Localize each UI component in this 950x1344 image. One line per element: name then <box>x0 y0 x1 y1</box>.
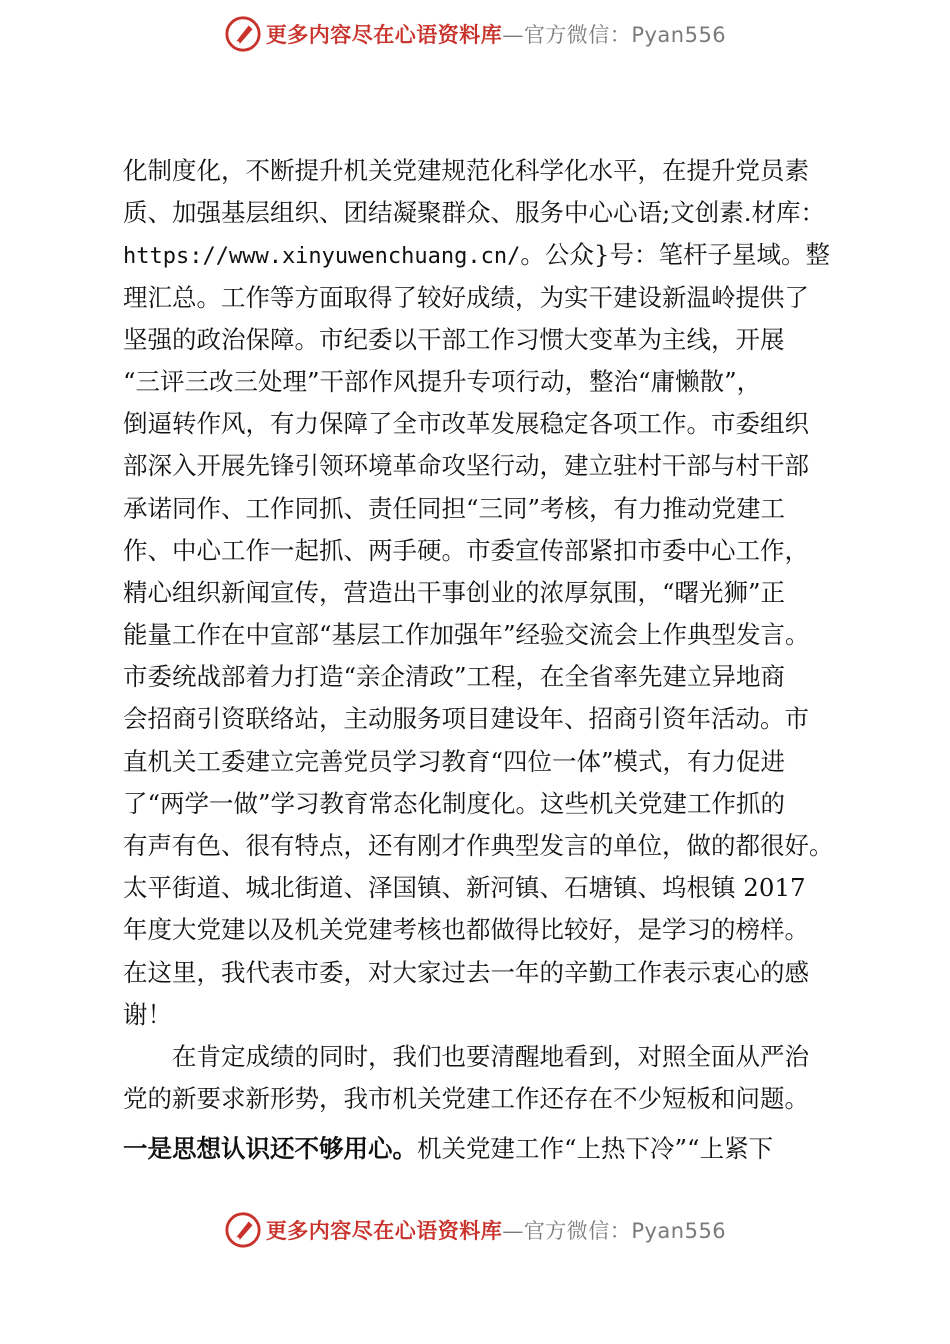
text-line: 作、中心工作一起抓、两手硬。市委宣传部紧扣市委中心工作， <box>123 535 809 565</box>
text-line: 质、加强基层组织、团结凝聚群众、服务中心心语;文创素.材库： <box>123 198 826 228</box>
watermark-dash: — <box>502 1219 524 1243</box>
text-line: 了“两学一做”学习教育常态化制度化。这些机关党建工作抓的 <box>123 788 786 818</box>
text-line: 谢！ <box>123 999 172 1029</box>
text-line: 市委统战部着力打造“亲企清政”工程，在全省率先建立异地商 <box>123 662 786 692</box>
point-text: 机关党建工作“上热下冷”“上紧下 <box>417 1134 774 1164</box>
text-line: 在这里，我代表市委，对大家过去一年的辛勤工作表示衷心的感 <box>123 957 809 987</box>
watermark-wechat-id: Pyan556 <box>631 23 727 47</box>
url-line <box>123 234 863 276</box>
text-line: “三评三改三处理”干部作风提升专项行动，整治“庸懒散”， <box>123 366 762 396</box>
text-line: 党的新要求新形势，我市机关党建工作还存在不少短板和问题。 <box>123 1084 809 1114</box>
text-line: 坚强的政治保障。市纪委以干部工作习惯大变革为主线，开展 <box>123 324 785 354</box>
text-line: 能量工作在中宣部“基层工作加强年”经验交流会上作典型发言。 <box>123 620 810 650</box>
document-body <box>123 150 863 1171</box>
paragraph-3 <box>123 1128 863 1170</box>
text-line: 化制度化，不断提升机关党建规范化科学化水平，在提升党员素 <box>123 156 809 185</box>
paragraph-1 <box>123 150 863 1036</box>
watermark-wechat-label: 官方微信： <box>523 1219 632 1243</box>
text-line: 会招商引资联络站，主动服务项目建设年、招商引资年活动。市 <box>123 704 809 734</box>
watermark-wechat-id: Pyan556 <box>631 1219 727 1243</box>
watermark-wechat-label: 官方微信： <box>523 23 632 47</box>
text-line: 理汇总。工作等方面取得了较好成绩，为实干建设新温岭提供了 <box>123 282 809 312</box>
text-line: 倒逼转作风，有力保障了全市改革发展稳定各项工作。市委组织 <box>123 409 809 439</box>
header-watermark <box>0 14 950 54</box>
watermark-site-text: 更多内容尽在心语资料库 <box>265 1218 503 1243</box>
text-line: 有声有色、很有特点，还有刚才作典型发言的单位，做的都很好。 <box>123 831 834 860</box>
text-line: 在肯定成绩的同时，我们也要清醒地看到，对照全面从严治 <box>172 1041 809 1071</box>
url-line-suffix: 。公众}号：笔杆子星域。整 <box>520 240 830 270</box>
point-heading: 一是思想认识还不够用心。 <box>123 1134 417 1164</box>
paragraph-2 <box>123 1036 863 1120</box>
text-line: 承诺同作、工作同抓、责任同担“三同”考核，有力推动党建工 <box>123 493 786 523</box>
text-line: 太平街道、城北街道、泽国镇、新河镇、石塘镇、坞根镇 2017 <box>123 873 806 903</box>
watermark-dash: — <box>502 23 524 47</box>
pen-nib-icon <box>224 15 262 53</box>
url-text: https://www.xinyuwenchuang.cn/ <box>123 244 521 270</box>
footer-watermark <box>0 1210 950 1250</box>
text-line: 精心组织新闻宣传，营造出干事创业的浓厚氛围，“曙光狮”正 <box>123 577 786 607</box>
text-line: 年度大党建以及机关党建考核也都做得比较好，是学习的榜样。 <box>123 915 809 945</box>
text-line: 直机关工委建立完善党员学习教育“四位一体”模式，有力促进 <box>123 746 786 776</box>
pen-nib-icon <box>224 1211 262 1249</box>
watermark-site-text: 更多内容尽在心语资料库 <box>265 22 503 47</box>
text-line: 部深入开展先锋引领环境革命攻坚行动，建立驻村干部与村干部 <box>123 451 809 481</box>
